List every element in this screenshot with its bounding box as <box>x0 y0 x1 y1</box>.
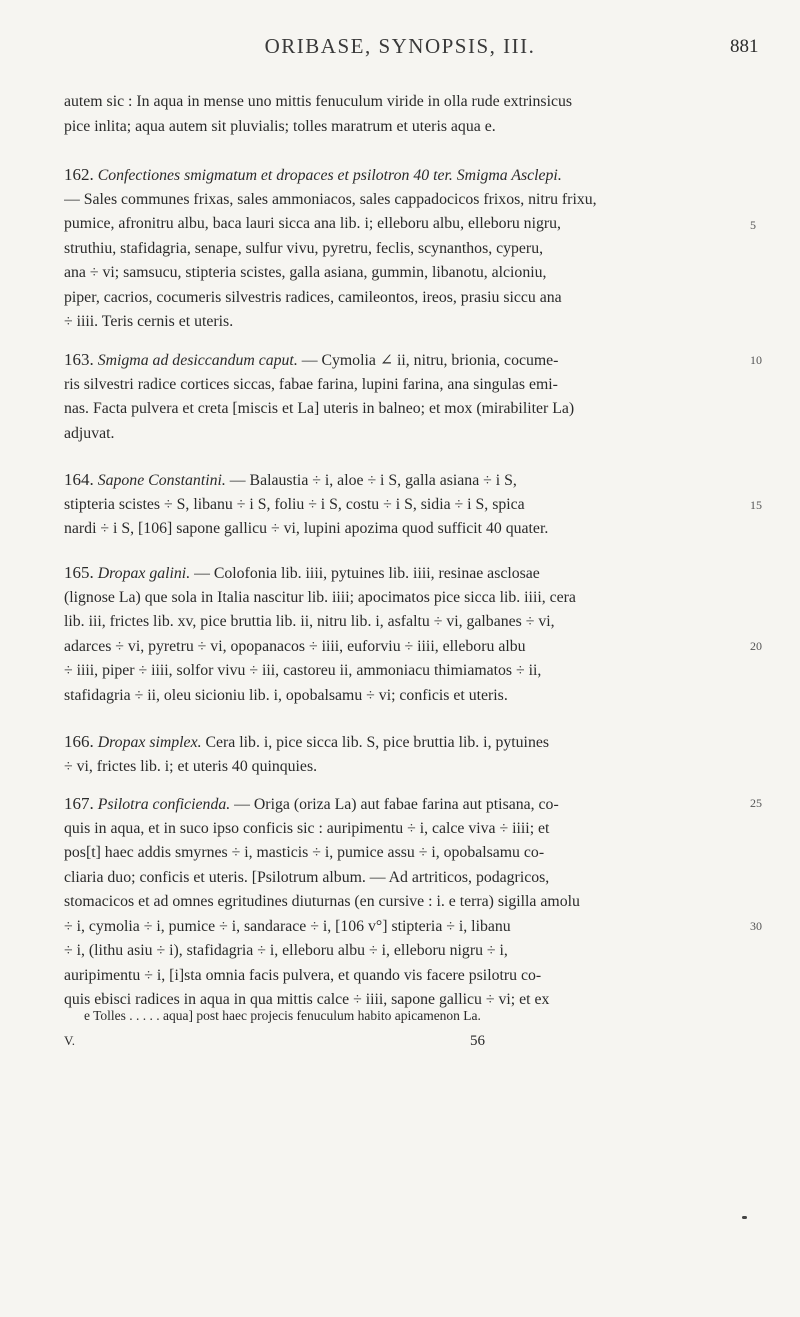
line-number: 20 <box>750 639 762 653</box>
section-162 <box>64 163 736 335</box>
section-title: Dropax simplex. <box>97 734 202 751</box>
text-line: — Sales communes frixas, sales ammoniacos, sales cappadocicos frixos, nitru frixu, <box>64 190 597 208</box>
section-title: Smigma ad desiccandum caput. <box>97 352 298 369</box>
section-number: 165. <box>64 563 94 582</box>
text-line: adjuvat. <box>64 424 115 442</box>
line-number: 15 <box>750 498 762 512</box>
section-number: 164. <box>64 470 94 489</box>
ink-spot <box>742 1216 747 1219</box>
text-line: Cera lib. i, pice sicca lib. S, pice bruttia lib. i, pytuines <box>205 734 550 751</box>
text-line: — Cymolia ∠ ii, nitru, brionia, cocume- <box>301 352 559 369</box>
section-165 <box>64 561 736 708</box>
sheet-number: 56 <box>470 1033 485 1049</box>
section-heading <box>64 792 736 817</box>
text-line: adarces ÷ vi, pyretru ÷ vi, opopanacos ÷ iiii, euforviu ÷ iiii, elleboru albu <box>64 637 526 655</box>
text-line: nas. Facta pulvera et creta [miscis et La] uteris in balneo; et mox (mirabiliter La) <box>64 400 575 417</box>
section-heading <box>64 561 736 586</box>
text-line: pice inlita; aqua autem sit pluvialis; tolles maratrum et uteris aqua e. <box>64 117 496 135</box>
text-line: cliaria duo; conficis et uteris. [Psilotrum album. — Ad artriticos, podagricos, <box>64 868 550 886</box>
section-heading <box>64 468 736 493</box>
section-number: 167. <box>64 794 94 813</box>
text-line: auripimentu ÷ i, [i]sta omnia facis pulvera, et quando vis facere psilotru co- <box>64 966 542 984</box>
text-line: stomacicos et ad omnes egritudines diuturnas (en cursive : i. e terra) sigilla amolu <box>64 893 580 910</box>
signature-mark: V. <box>64 1033 75 1048</box>
text-line: ana ÷ vi; samsucu, stipteria scistes, galla asiana, gummin, libanotu, alcioniu, <box>64 264 547 281</box>
text-line: ris silvestri radice cortices siccas, fabae farina, lupini farina, ana singulas emi- <box>64 375 558 393</box>
text-line: piper, cacrios, cocumeris silvestris radices, camileontos, ireos, prasiu siccu ana <box>64 288 562 306</box>
line-number: 5 <box>750 218 756 232</box>
text-line: stipteria scistes ÷ S, libanu ÷ i S, foliu ÷ i S, costu ÷ i S, sidia ÷ i S, spica <box>64 495 525 513</box>
section-167 <box>64 792 736 1013</box>
line-number: 30 <box>750 919 762 933</box>
text-line: — Balaustia ÷ i, aloe ÷ i S, galla asiana ÷ i S, <box>229 472 517 489</box>
text-line: pumice, afronitru albu, baca lauri sicca ana lib. i; elleboru albu, elleboru nigru, <box>64 215 561 232</box>
text-line: pos[t] haec addis smyrnes ÷ i, masticis ÷ i, pumice assu ÷ i, opobalsamu co- <box>64 844 545 861</box>
line-number: 10 <box>750 353 762 367</box>
text-line: autem sic : In aqua in mense uno mittis fenuculum viride in olla rude extrinsicus <box>64 93 573 110</box>
section-heading <box>64 730 736 755</box>
text-line: ÷ iiii. Teris cernis et uteris. <box>64 313 234 330</box>
line-number: 25 <box>750 796 762 810</box>
text-line: quis in aqua, et in suco ipso conficis sic : auripimentu ÷ i, calce viva ÷ iiii; et <box>64 819 550 837</box>
section-166 <box>64 730 736 779</box>
text-line: ÷ i, (lithu asiu ÷ i), stafidagria ÷ i, elleboru albu ÷ i, elleboru nigru ÷ i, <box>64 942 508 959</box>
page-number: 881 <box>730 36 759 57</box>
section-title: Dropax galini. <box>97 565 191 582</box>
section-number: 166. <box>64 732 94 751</box>
section-164 <box>64 468 736 542</box>
section-title: Psilotra conficienda. <box>97 796 231 813</box>
text-line: ÷ i, cymolia ÷ i, pumice ÷ i, sandarace ÷ i, [106 v°] stipteria ÷ i, libanu <box>64 917 511 935</box>
section-title: Confectiones smigmatum et dropaces et psilotron 40 ter. Smigma Asclepi. <box>97 167 562 184</box>
text-line: ÷ vi, frictes lib. i; et uteris 40 quinquies. <box>64 757 318 775</box>
text-line: struthiu, stafidagria, senape, sulfur vivu, pyretru, feclis, scynanthos, cyperu, <box>64 239 544 257</box>
text-line: (lignose La) que sola in Italia nascitur lib. iiii; apocimatos pice sicca lib. iiii, cera <box>64 588 576 606</box>
section-163 <box>64 348 736 446</box>
section-number: 163. <box>64 350 94 369</box>
text-line: lib. iii, frictes lib. xv, pice bruttia lib. ii, nitru lib. i, asfaltu ÷ vi, galbanes ÷ vi, <box>64 613 555 630</box>
text-line: nardi ÷ i S, [106] sapone gallicu ÷ vi, lupini apozima quod sufficit 40 quater. <box>64 520 549 537</box>
section-heading <box>64 163 736 188</box>
section-number: 162. <box>64 165 94 184</box>
text-line: — Colofonia lib. iiii, pytuines lib. iiii, resinae asclosae <box>194 565 540 582</box>
text-line: — Origa (oriza La) aut fabae farina aut ptisana, co- <box>234 796 559 813</box>
text-line: ÷ iiii, piper ÷ iiii, solfor vivu ÷ iii, castoreu ii, ammoniacu thimiamatos ÷ ii, <box>64 662 542 679</box>
footnote: e Tolles . . . . . aqua] post haec projecis fenuculum habito apicamenon La. <box>84 1008 481 1023</box>
text-line: stafidagria ÷ ii, oleu sicioniu lib. i, opobalsamu ÷ vi; conficis et uteris. <box>64 686 508 704</box>
section-title: Sapone Constantini. <box>97 472 226 489</box>
paragraph-continuation <box>64 90 736 139</box>
section-heading <box>64 348 736 373</box>
running-header: ORIBASE, SYNOPSIS, III. <box>264 34 536 58</box>
text-line: quis ebisci radices in aqua in qua mittis calce ÷ iiii, sapone gallicu ÷ vi; et ex <box>64 991 550 1008</box>
